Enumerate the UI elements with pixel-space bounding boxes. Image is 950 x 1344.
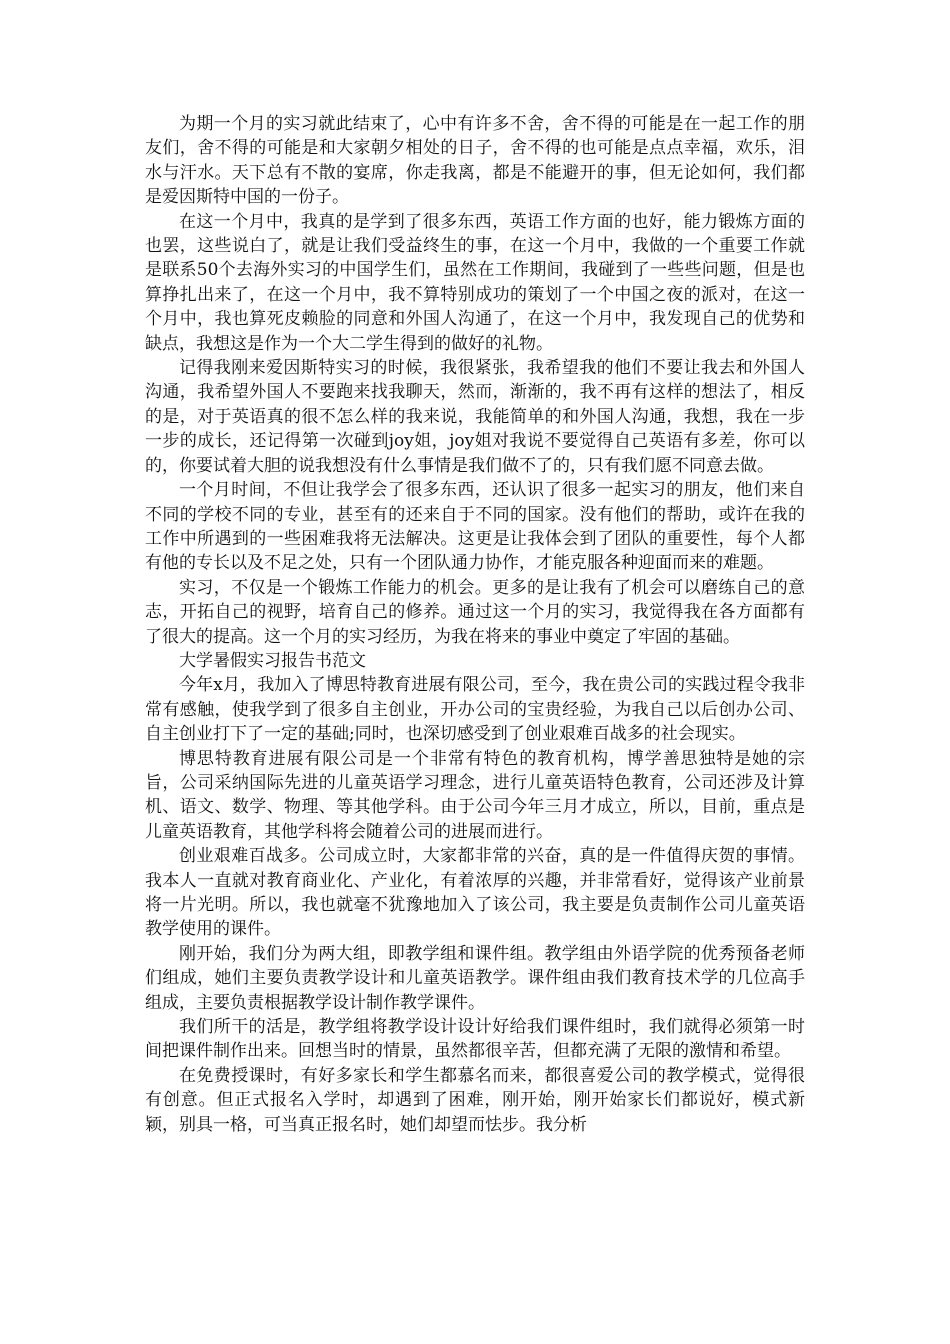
paragraph: 今年x月，我加入了博思特教育进展有限公司，至今，我在贵公司的实践过程令我非常有感触，使我学到了很多自主创业，开办公司的宝贵经验，为我自己以后创办公司、自主创业打下了一定的基础;同时，也深切感受到了创业艰难百战多的社会现实。 — [145, 675, 805, 745]
paragraph: 在这一个月中，我真的是学到了很多东西，英语工作方面的也好，能力锻炼方面的也罢，这些说白了，就是让我们受益终生的事，在这一个月中，我做的一个重要工作就是联系50个去海外实习的中国学生们，虽然在工作期间，我碰到了一些些问题，但是也算挣扎出来了，在这一个月中，我不算特别成功的策划了一个中国之夜的派对，在这一个月中，我也算死皮赖脸的同意和外国人沟通了，在这一个月中，我发现自己的优势和缺点，我想这是作为一个大二学生得到的做好的礼物。 — [145, 211, 805, 354]
paragraph: 实习，不仅是一个锻炼工作能力的机会。更多的是让我有了机会可以磨练自己的意志，开拓自己的视野，培育自己的修养。通过这一个月的实习，我觉得我在各方面都有了很大的提高。这一个月的实习经历，为我在将来的事业中奠定了牢固的基础。 — [145, 577, 805, 647]
paragraph: 记得我刚来爱因斯特实习的时候，我很紧张，我希望我的他们不要让我去和外国人沟通，我希望外国人不要跑来找我聊天，然而，渐渐的，我不再有这样的想法了，相反的是，对于英语真的很不怎么样的我来说，我能简单的和外国人沟通，我想，我在一步一步的成长，还记得第一次碰到joy姐，joy姐对我说不要觉得自己英语有多差，你可以的，你要试着大胆的说我想没有什么事情是我们做不了的，只有我们愿不同意去做。 — [145, 358, 805, 476]
paragraph: 在免费授课时，有好多家长和学生都慕名而来，都很喜爱公司的教学模式，觉得很有创意。但正式报名入学时，却遇到了困难，刚开始，刚开始家长们都说好，模式新颖，别具一格，可当真正报名时，她们却望而怯步。我分析 — [145, 1065, 805, 1135]
section-title: 大学暑假实习报告书范文 — [179, 650, 366, 671]
paragraph: 创业艰难百战多。公司成立时，大家都非常的兴奋，真的是一件值得庆贺的事情。我本人一直就对教育商业化、产业化，有着浓厚的兴趣，并非常看好，觉得该产业前景将一片光明。所以，我也就毫不犹豫地加入了该公司，我主要是负责制作公司儿童英语教学使用的课件。 — [145, 846, 805, 940]
paragraph: 我们所干的活是，教学组将教学设计设计好给我们课件组时，我们就得必须第一时间把课件制作出来。回想当时的情景，虽然都很辛苦，但都充满了无限的激情和希望。 — [145, 1017, 805, 1062]
paragraph: 为期一个月的实习就此结束了，心中有许多不舍，舍不得的可能是在一起工作的朋友们，舍不得的可能是和大家朝夕相处的日子，舍不得的也可能是点点幸福，欢乐，泪水与汗水。天下总有不散的宴席，你走我离，都是不能避开的事，但无论如何，我们都是爱因斯特中国的一份子。 — [145, 114, 805, 208]
paragraph: 一个月时间，不但让我学会了很多东西，还认识了很多一起实习的朋友，他们来自不同的学校不同的专业，甚至有的还来自于不同的国家。没有他们的帮助，或许在我的工作中所遇到的一些困难我将无法解决。这更是让我体会到了团队的重要性，每个人都有他的专长以及不足之处，只有一个团队通力协作，才能克服各种迎面而来的难题。 — [145, 480, 805, 574]
paragraph: 博思特教育进展有限公司是一个非常有特色的教育机构，博学善思独特是她的宗旨，公司采纳国际先进的儿童英语学习理念，进行儿童英语特色教育，公司还涉及计算机、语文、数学、物理、等其他学科。由于公司今年三月才成立，所以，目前，重点是儿童英语教育，其他学科将会随着公司的进展而进行。 — [145, 748, 805, 842]
document-page — [145, 112, 805, 1137]
paragraph: 刚开始，我们分为两大组，即教学组和课件组。教学组由外语学院的优秀预备老师们组成，她们主要负责教学设计和儿童英语教学。课件组由我们教育技术学的几位高手组成，主要负责根据教学设计制作教学课件。 — [145, 943, 805, 1013]
